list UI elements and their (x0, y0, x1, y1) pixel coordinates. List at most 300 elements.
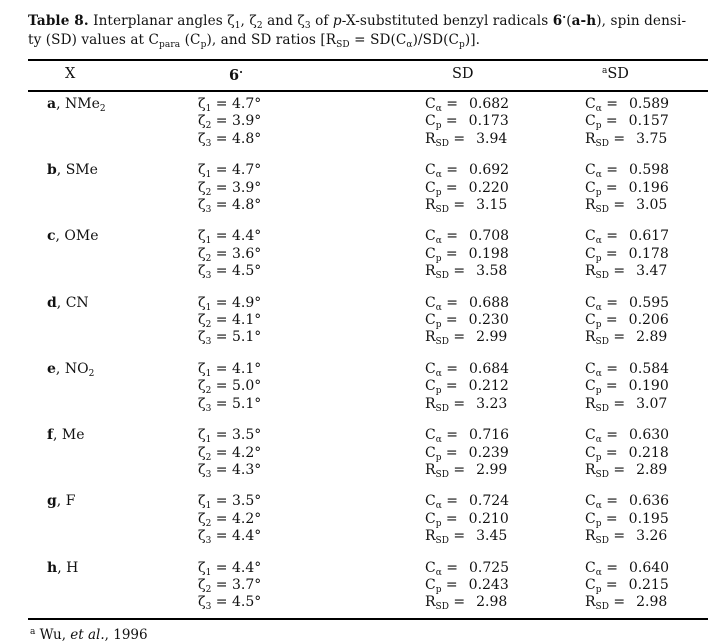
sd-line (425, 427, 585, 444)
equals-sign: = (441, 96, 458, 112)
equals-sign: = (441, 427, 458, 444)
zeta-value: 3.9° (231, 179, 262, 196)
atom-label: R (585, 528, 596, 545)
asd-cell (585, 560, 708, 612)
zeta-value: 3.9° (231, 113, 262, 130)
zeta-value: 4.4° (231, 228, 262, 245)
zeta-line (198, 228, 425, 245)
equals-sign: = (601, 493, 618, 510)
equals-sign: = (211, 179, 232, 196)
zeta-value: 4.8° (231, 197, 262, 214)
atom-label: R (585, 395, 596, 412)
zeta-subscript: 1 (205, 368, 212, 379)
zeta-symbol: ζ (198, 594, 206, 611)
table-row-group (28, 295, 708, 347)
atom-label: C (425, 228, 436, 245)
equals-sign: = (441, 444, 458, 461)
atom-label: C (425, 96, 436, 112)
zeta-line (198, 427, 425, 444)
asd-value: 3.26 (636, 528, 668, 545)
zeta-subscript: 2 (205, 386, 212, 397)
sd-value: 0.684 (468, 360, 510, 377)
zeta-line (198, 162, 425, 179)
zeta-subscript: 1 (205, 104, 212, 114)
radical-dot: · (562, 11, 567, 24)
atom-label-subscript: p (435, 386, 442, 397)
atom-label-subscript: α (595, 368, 602, 379)
column-header-sd: SD (452, 66, 474, 82)
compound-letter: d (47, 294, 57, 311)
sd-line (425, 511, 585, 528)
zeta-line (198, 263, 425, 280)
zeta-line (198, 295, 425, 312)
atom-label: R (425, 263, 436, 280)
atom-label: C (425, 162, 436, 179)
atom-label: R (585, 329, 596, 346)
zeta-line (198, 329, 425, 346)
substituent-subscript: 2 (88, 368, 95, 379)
atom-label: C (585, 245, 596, 262)
substituent-name: , H (57, 559, 79, 576)
zeta-value: 5.1° (231, 395, 262, 412)
sd-line (585, 162, 708, 179)
atom-label-subscript: p (595, 386, 602, 397)
zeta-symbol: ζ (198, 162, 206, 179)
sd-line (425, 493, 585, 510)
equals-sign: = (448, 130, 466, 147)
asd-cell (585, 228, 708, 280)
substituent-cell (28, 427, 198, 479)
zeta-subscript: 2 (205, 452, 212, 463)
zeta-line (198, 577, 425, 594)
equals-sign: = (211, 360, 232, 377)
atom-label-subscript: SD (435, 138, 449, 149)
equals-sign: = (601, 576, 618, 593)
zeta-symbol: ζ (198, 96, 206, 112)
atom-label-subscript: p (435, 320, 442, 331)
atom-label-subscript: α (595, 435, 602, 446)
asd-cell (585, 493, 708, 545)
equals-sign: = (211, 329, 232, 346)
atom-label: R (425, 528, 436, 545)
zeta-line (198, 493, 425, 510)
asd-value: 0.206 (628, 312, 669, 329)
zeta-value: 3.5° (231, 427, 262, 444)
substituent-name: , NO (55, 360, 89, 377)
sd-value: 0.198 (468, 245, 509, 262)
asd-value: 2.89 (636, 329, 668, 346)
equals-sign: = (441, 360, 458, 377)
equals-sign: = (608, 395, 626, 412)
sd-value: 0.724 (468, 493, 510, 510)
atom-label-subscript: α (595, 170, 602, 181)
zeta-value: 5.0° (231, 378, 262, 395)
sd-value: 0.243 (468, 576, 509, 593)
zeta-line (198, 180, 425, 197)
compound-letter: a (47, 96, 57, 112)
equals-sign: = (441, 510, 458, 527)
zeta-value: 4.5° (231, 594, 262, 611)
zeta-symbol: ζ (198, 510, 206, 527)
atom-label: R (425, 130, 436, 147)
sd-line (425, 131, 585, 148)
table-bottom-rule (28, 618, 708, 620)
atom-label: C (425, 378, 436, 395)
atom-label-subscript: SD (435, 403, 449, 414)
zeta-symbol: ζ (198, 427, 206, 444)
sd-line (585, 378, 708, 395)
zeta-symbol: ζ (198, 294, 206, 311)
footnote-marker: a (30, 626, 36, 637)
zeta-value: 4.7° (231, 162, 262, 179)
asd-value: 3.75 (636, 130, 668, 147)
equals-sign: = (211, 130, 232, 147)
sd-line (585, 396, 708, 413)
zeta-value: 4.4° (231, 528, 262, 545)
table-number: Table 8. (28, 13, 89, 29)
asd-value: 0.157 (628, 113, 669, 130)
atom-label-subscript: α (435, 236, 442, 247)
equals-sign: = (441, 228, 458, 245)
sd-value: 0.725 (468, 559, 510, 576)
zeta-line (198, 445, 425, 462)
atom-label: C (425, 312, 436, 329)
sd-cell (425, 228, 585, 280)
zeta-subscript: 3 (205, 536, 212, 547)
asd-value: 2.98 (636, 594, 668, 611)
equals-sign: = (601, 510, 618, 527)
equals-sign: = (448, 528, 466, 545)
zeta-symbol: ζ (198, 444, 206, 461)
sd-line (425, 96, 585, 113)
atom-label-subscript: p (435, 121, 442, 132)
sd-line (585, 445, 708, 462)
atom-label: C (585, 179, 596, 196)
equals-sign: = (441, 179, 458, 196)
sd-line (585, 228, 708, 245)
equals-sign: = (211, 263, 232, 280)
table-row-group (28, 162, 708, 214)
atom-label-subscript: α (435, 170, 442, 181)
sd-line (425, 113, 585, 130)
substituent-cell (28, 560, 198, 612)
zeta-symbol: ζ (198, 130, 206, 147)
zeta-symbol: ζ (198, 528, 206, 545)
atom-label-subscript: SD (595, 403, 609, 414)
equals-sign: = (211, 395, 232, 412)
sd-line (425, 577, 585, 594)
atom-label-subscript: SD (595, 469, 609, 480)
atom-label-subscript: α (435, 368, 442, 379)
sd-line (585, 577, 708, 594)
sd-line (425, 246, 585, 263)
zeta-line (198, 528, 425, 545)
atom-label-subscript: α (595, 104, 602, 114)
sd-line (425, 312, 585, 329)
asd-value: 3.47 (636, 263, 668, 280)
atom-label: C (425, 576, 436, 593)
equals-sign: = (601, 245, 618, 262)
radical-dot: · (239, 66, 243, 79)
equals-sign: = (211, 312, 232, 329)
zeta-line (198, 312, 425, 329)
asd-value: 0.630 (628, 427, 670, 444)
atom-label-subscript: SD (435, 271, 449, 282)
zeta-angles-cell (198, 427, 425, 479)
atom-label-subscript: SD (435, 205, 449, 216)
sd-line (425, 462, 585, 479)
sd-cell (425, 162, 585, 214)
zeta-subscript: 3 (205, 138, 212, 149)
atom-label: C (425, 493, 436, 510)
atom-label-subscript: SD (435, 536, 449, 547)
sd-value: 0.716 (468, 427, 510, 444)
asd-value: 0.190 (628, 378, 669, 395)
sd-line (425, 528, 585, 545)
atom-label-subscript: p (595, 253, 602, 264)
compound-letter: b (47, 162, 57, 179)
zeta-value: 4.1° (231, 312, 262, 329)
asd-value: 0.617 (628, 228, 670, 245)
asd-value: 0.598 (628, 162, 670, 179)
zeta-subscript: 1 (205, 302, 212, 313)
asd-cell (585, 427, 708, 479)
equals-sign: = (601, 312, 618, 329)
sd-value: 0.692 (468, 162, 510, 179)
sd-line (585, 427, 708, 444)
table-row-group (28, 427, 708, 479)
zeta-subscript: 3 (205, 602, 212, 613)
footnote-marker: a (602, 66, 608, 76)
substituent-name: , CN (56, 294, 89, 311)
substituent-name: , NMe (56, 96, 100, 112)
zeta-value: 3.6° (231, 245, 262, 262)
zeta-line (198, 246, 425, 263)
sd-line (585, 312, 708, 329)
zeta-subscript: 1 (205, 236, 212, 247)
atom-label-subscript: SD (595, 138, 609, 149)
zeta-angles-cell (198, 162, 425, 214)
zeta-value: 4.2° (231, 510, 262, 527)
atom-label: R (585, 130, 596, 147)
atom-label-subscript: SD (435, 337, 449, 348)
equals-sign: = (601, 559, 618, 576)
caption-line-1: Table 8. Interplanar angles $\zeta_1$, $\zeta_2$ and $\zeta_3$ of p-X-substituted benzyl radicals 6·(a-h), spin densi- (28, 11, 687, 31)
zeta-symbol: ζ (198, 228, 206, 245)
atom-label-subscript: SD (595, 205, 609, 216)
table-row-group (28, 228, 708, 280)
atom-label-subscript: p (595, 452, 602, 463)
sd-line (585, 263, 708, 280)
equals-sign: = (448, 263, 466, 280)
atom-label-subscript: α (435, 302, 442, 313)
zeta-line (198, 131, 425, 148)
sd-cell (425, 361, 585, 413)
atom-label-subscript: α (435, 501, 442, 512)
equals-sign: = (608, 263, 626, 280)
compound-range: a-h (571, 13, 597, 29)
atom-label-subscript: p (595, 187, 602, 198)
column-header-asd: $^a$SD (602, 66, 629, 82)
sd-value: 0.688 (468, 294, 510, 311)
atom-label-subscript: SD (435, 602, 449, 613)
equals-sign: = (441, 312, 458, 329)
equals-sign: = (211, 162, 232, 179)
atom-label-subscript: p (595, 121, 602, 132)
equals-sign: = (441, 113, 458, 130)
sd-value: 2.98 (476, 594, 508, 611)
atom-label: C (425, 113, 436, 130)
zeta-value: 4.8° (231, 130, 262, 147)
atom-label-subscript: α (595, 567, 602, 578)
compound-letter: g (47, 493, 57, 510)
zeta-symbol: ζ (198, 559, 206, 576)
equals-sign: = (211, 510, 232, 527)
table-row-group (28, 361, 708, 413)
sd-cell (425, 560, 585, 612)
zeta-value: 4.2° (231, 444, 262, 461)
equals-sign: = (211, 528, 232, 545)
zeta-line (198, 378, 425, 395)
zeta-value: 3.5° (231, 493, 262, 510)
atom-label-subscript: SD (595, 536, 609, 547)
asd-value: 0.636 (628, 493, 670, 510)
atom-label: C (585, 378, 596, 395)
atom-label: C (585, 228, 596, 245)
sd-cell (425, 96, 585, 148)
data-table (28, 59, 708, 620)
sd-line (585, 180, 708, 197)
equals-sign: = (601, 378, 618, 395)
atom-label: C (425, 179, 436, 196)
sd-line (585, 295, 708, 312)
zeta-subscript: 2 (205, 584, 212, 595)
substituent-cell (28, 162, 198, 214)
zeta-angles-cell (198, 295, 425, 347)
zeta-symbol: ζ (198, 245, 206, 262)
atom-label: C (585, 312, 596, 329)
zeta-angles-cell (198, 493, 425, 545)
zeta-symbol: ζ (198, 360, 206, 377)
equals-sign: = (448, 329, 466, 346)
equals-sign: = (608, 528, 626, 545)
atom-label-subscript: α (435, 104, 442, 114)
atom-label-subscript: p (595, 584, 602, 595)
equals-sign: = (601, 96, 618, 112)
atom-label-subscript: p (435, 187, 442, 198)
sd-cell (425, 427, 585, 479)
atom-label: C (425, 294, 436, 311)
atom-label: C (425, 444, 436, 461)
sd-value: 3.15 (476, 197, 508, 214)
zeta-angles-cell (198, 228, 425, 280)
sd-line (425, 396, 585, 413)
atom-label-subscript: α (595, 302, 602, 313)
equals-sign: = (608, 594, 626, 611)
substituent-cell (28, 361, 198, 413)
zeta-line (198, 594, 425, 611)
caption-line-2: ty (SD) values at $C_{para}$ $(C_p)$, and SD ratios $[R_{SD} = SD(C_\alpha)/SD(C_p)]$. (28, 32, 481, 50)
zeta-subscript: 2 (205, 253, 212, 264)
et-al: et al. (70, 626, 105, 643)
atom-label: C (425, 559, 436, 576)
substituent-cell (28, 228, 198, 280)
equals-sign: = (441, 294, 458, 311)
sd-value: 3.23 (476, 395, 508, 412)
atom-label: C (585, 294, 596, 311)
equals-sign: = (608, 197, 626, 214)
atom-label: C (425, 427, 436, 444)
atom-label-subscript: p (435, 452, 442, 463)
table-header-row (28, 61, 708, 90)
compound-number: 6 (552, 13, 563, 29)
sd-line (425, 162, 585, 179)
atom-label-subscript: p (595, 320, 602, 331)
table-body (28, 92, 708, 618)
compound-letter: c (47, 228, 56, 245)
atom-label: C (425, 510, 436, 527)
asd-cell (585, 162, 708, 214)
zeta-symbol: ζ (198, 461, 206, 478)
atom-label: R (425, 197, 436, 214)
sd-value: 3.45 (476, 528, 508, 545)
asd-value: 0.215 (628, 576, 669, 593)
sd-line (425, 378, 585, 395)
zeta-subscript: 3 (205, 403, 212, 414)
atom-label: R (425, 461, 436, 478)
zeta-value: 4.1° (231, 360, 262, 377)
substituent-cell (28, 295, 198, 347)
zeta-subscript: 2 (205, 320, 212, 331)
atom-label-subscript: p (595, 518, 602, 529)
sd-value: 0.708 (468, 228, 510, 245)
sd-line (425, 228, 585, 245)
sd-value: 2.99 (476, 329, 508, 346)
table-row-group (28, 493, 708, 545)
atom-label: C (585, 493, 596, 510)
substituent-name: , F (56, 493, 76, 510)
equals-sign: = (448, 594, 466, 611)
equals-sign: = (601, 113, 618, 130)
zeta-subscript: 3 (205, 469, 212, 480)
atom-label: R (425, 594, 436, 611)
atom-label: C (425, 360, 436, 377)
atom-label: C (585, 113, 596, 130)
sd-line (585, 329, 708, 346)
equals-sign: = (211, 113, 232, 130)
sd-line (585, 493, 708, 510)
sd-line (585, 96, 708, 113)
equals-sign: = (211, 559, 232, 576)
sd-line (425, 594, 585, 611)
equals-sign: = (441, 576, 458, 593)
sd-line (425, 445, 585, 462)
sd-value: 0.212 (468, 378, 509, 395)
asd-value: 0.195 (628, 510, 669, 527)
sd-cell (425, 295, 585, 347)
asd-value: 0.584 (628, 360, 670, 377)
sd-value: 3.94 (476, 130, 508, 147)
zeta-value: 4.9° (231, 294, 262, 311)
zeta-symbol: ζ (198, 329, 206, 346)
zeta-line (198, 560, 425, 577)
zeta-line (198, 96, 425, 113)
zeta-symbol: ζ (198, 576, 206, 593)
atom-label: C (425, 245, 436, 262)
table-row-group (28, 96, 708, 148)
atom-label-subscript: α (595, 236, 602, 247)
equals-sign: = (211, 294, 232, 311)
